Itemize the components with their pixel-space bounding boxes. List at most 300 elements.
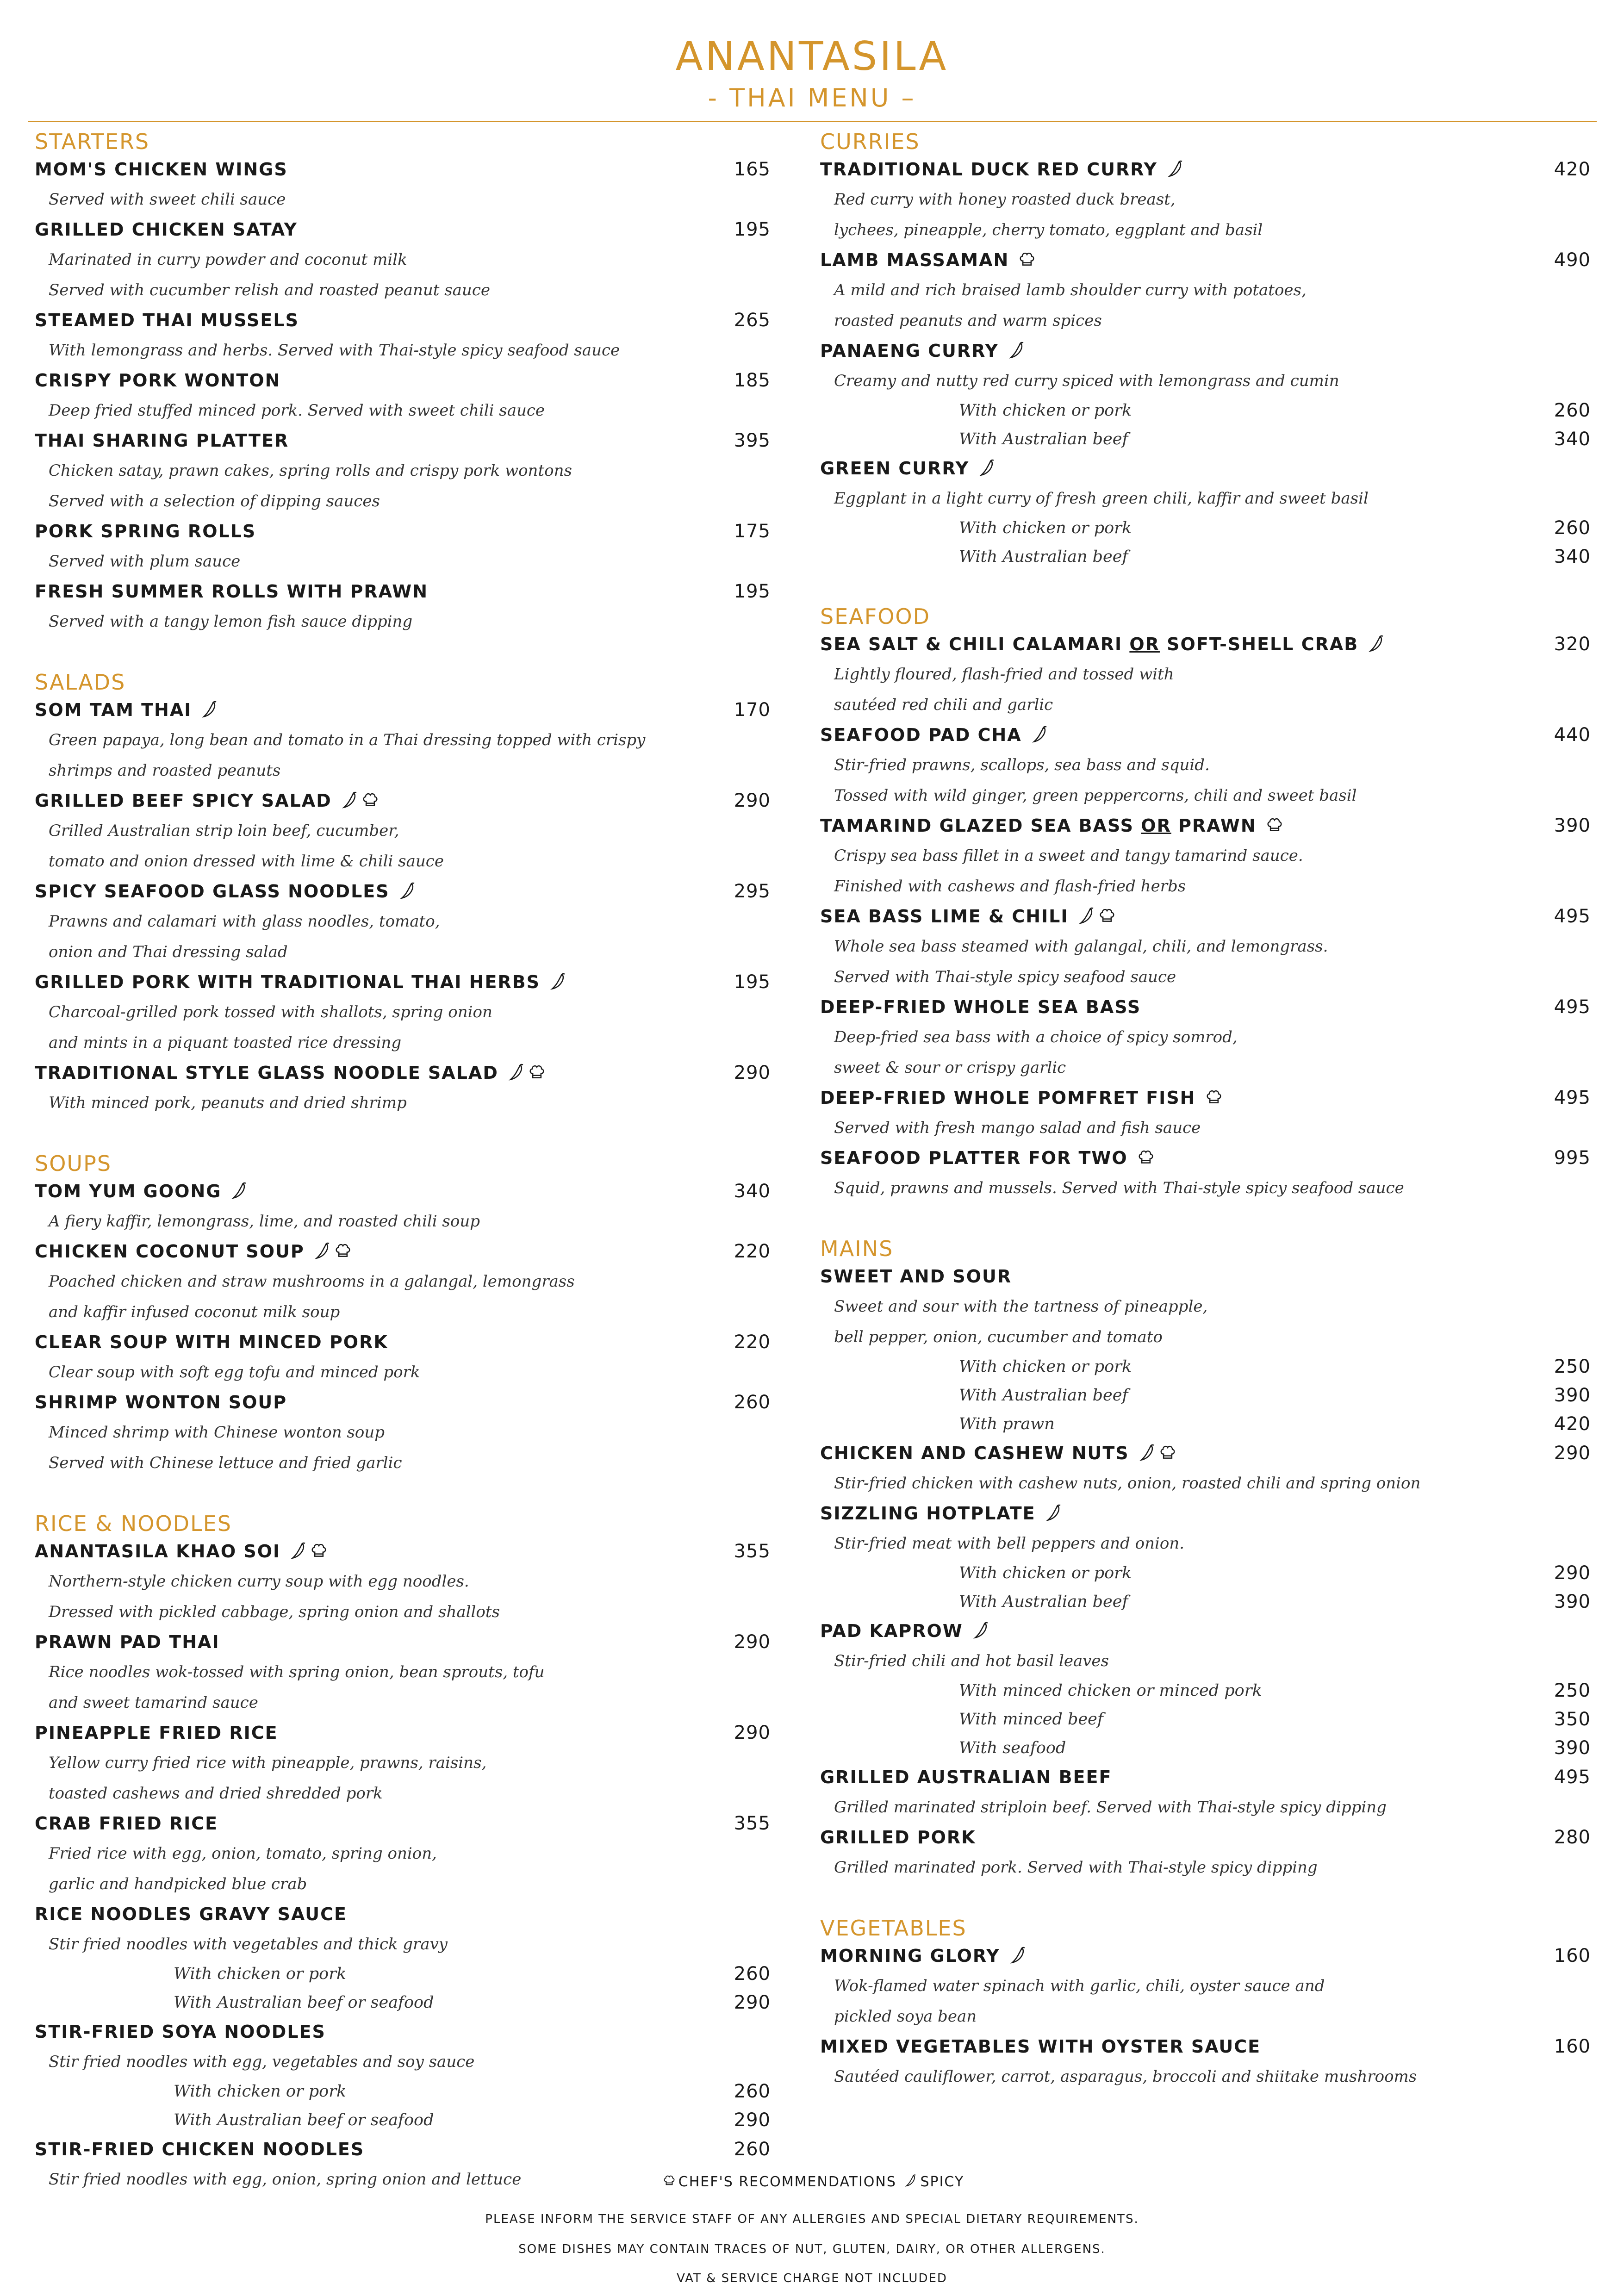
item-option [820,396,1591,425]
section-spacer [820,1883,1591,1915]
item-description: Served with sweet chili sauce [49,190,286,209]
item-description: Stir fried noodles with egg, onion, spring onion and lettuce [49,2170,522,2189]
menu-item [820,454,1591,483]
item-icons [287,1540,328,1565]
option-label: With minced chicken or minced pork [959,1681,1262,1700]
item-price: 995 [1554,1147,1591,1169]
option-price: 340 [1554,429,1591,450]
item-price: 170 [734,699,771,721]
item-option [820,1734,1591,1762]
item-name [35,789,379,815]
item-price: 390 [1554,815,1591,836]
menu-item [820,1616,1591,1646]
section-title: VEGETABLES [820,1916,967,1941]
item-description: Lightly floured, flash-fried and tossed with [834,665,1174,684]
chili-icon [399,881,417,905]
item-name-text: SEAFOOD PAD CHA [820,725,1022,745]
item-icons [1015,249,1036,274]
chili-icon [1078,906,1095,930]
item-option [820,1559,1591,1587]
section-title: SEAFOOD [820,604,931,629]
menu-item [820,1083,1591,1113]
menu-item [35,877,771,906]
chef-hat-icon [1266,815,1283,840]
item-description: Stir-fried meat with bell peppers and onion. [834,1534,1185,1553]
item-name-text: GREEN CURRY [820,458,970,479]
item-name-part: SOFT-SHELL CRAB [1159,634,1359,654]
item-option [820,1587,1591,1616]
item-option [35,1988,771,2017]
item-icons [228,1180,248,1205]
item-price: 165 [734,159,771,180]
option-price: 250 [1554,1680,1591,1701]
item-name [820,1441,1176,1467]
item-price: 290 [734,1722,771,1743]
menu-item [35,1327,771,1357]
item-name-text: PORK SPRING ROLLS [35,521,256,541]
item-description: Whole sea bass steamed with galangal, chili, and lemongrass. [834,937,1328,956]
item-name [35,1061,546,1087]
item-name [35,308,299,332]
option-price: 350 [1554,1709,1591,1730]
item-price: 195 [734,219,771,240]
item-description: Served with Thai-style spicy seafood sauce [834,968,1176,986]
item-description: Wok-flamed water spinach with garlic, chili, oyster sauce and [834,1977,1325,1995]
legend-chef-label: CHEF'S RECOMMENDATIONS [678,2174,896,2190]
option-price: 250 [1554,1356,1591,1377]
item-price: 420 [1554,159,1591,180]
allergen-traces-note: SOME DISHES MAY CONTAIN TRACES OF NUT, GLUTEN, DAIRY, OR OTHER ALLERGENS. [518,2242,1106,2256]
option-label: With minced beef [959,1710,1103,1729]
menu-item [35,967,771,997]
item-description: Served with cucumber relish and roasted peanut sauce [49,281,490,299]
item-price: 220 [734,1332,771,1353]
menu-item [820,1823,1591,1852]
option-price: 260 [734,2081,771,2102]
menu-item [820,1941,1591,1971]
chili-icon [290,1541,307,1565]
item-price: 290 [734,1631,771,1653]
item-price: 490 [1554,249,1591,271]
chef-hat-icon [334,1241,352,1265]
chef-hat-icon [663,2171,676,2194]
item-icons [1028,723,1049,749]
chili-icon [549,972,567,996]
chili-icon [1008,341,1026,365]
menu-item [35,516,771,546]
item-name [820,995,1141,1019]
item-name [820,814,1283,840]
item-price: 160 [1554,2036,1591,2057]
item-description: shrimps and roasted peanuts [49,761,281,780]
chili-icon [201,700,218,724]
item-description: Sautéed cauliflower, carrot, asparagus, broccoli and shiitake mushrooms [834,2067,1417,2086]
item-price: 495 [1554,996,1591,1018]
option-label: With prawn [959,1415,1055,1433]
item-name-text: SHRIMP WONTON SOUP [35,1392,287,1412]
chef-hat-icon [528,1063,546,1087]
item-description: Served with Chinese lettuce and fried garlic [49,1454,402,1472]
item-icons [1005,339,1026,365]
option-price: 260 [734,1963,771,1985]
item-name-text: CRISPY PORK WONTON [35,370,281,391]
chili-icon [341,790,359,815]
item-description: Stir fried noodles with vegetables and thick gravy [49,1935,448,1954]
option-label: With chicken or pork [959,1357,1132,1376]
item-price: 260 [734,1392,771,1413]
option-price: 390 [1554,1737,1591,1759]
item-name-part: TAMARIND GLAZED SEA BASS [820,815,1141,836]
item-name-text: STIR-FRIED SOYA NOODLES [35,2022,326,2042]
item-name [820,157,1184,183]
chef-hat-icon [1018,250,1036,274]
item-description: Fried rice with egg, onion, tomato, spring onion, [49,1844,437,1863]
item-description: Minced shrimp with Chinese wonton soup [49,1423,385,1442]
legend-spicy-label: SPICY [920,2174,964,2190]
option-label: With chicken or pork [959,1564,1132,1582]
item-price: 440 [1554,724,1591,746]
item-name [35,1179,248,1205]
item-name [820,248,1036,274]
menu-item [820,1499,1591,1528]
menu-item [35,786,771,815]
item-name-text: STIR-FRIED CHICKEN NOODLES [35,2139,365,2159]
item-name [820,1944,1027,1970]
section-spacer [35,637,771,669]
item-name-text: STEAMED THAI MUSSELS [35,310,299,330]
section-title: CURRIES [820,129,920,154]
item-name-text: SEAFOOD PLATTER FOR TWO [820,1148,1128,1168]
item-name [820,723,1049,749]
option-price: 290 [734,1992,771,2013]
item-icons [1042,1502,1063,1527]
menu-item [35,2017,771,2047]
option-label: With chicken or pork [959,401,1132,420]
item-name [35,2020,326,2044]
item-name [35,1811,218,1836]
chili-icon [314,1241,331,1265]
item-name-text: THAI SHARING PLATTER [35,430,289,451]
option-price: 390 [1554,1591,1591,1612]
menu-item [35,577,771,606]
section-title: STARTERS [35,129,150,154]
chef-hat-icon [361,790,379,815]
header-divider [28,121,1597,122]
item-name-text: LAMB MASSAMAN [820,250,1009,270]
item-description: Finished with cashews and flash-fried herbs [834,877,1186,896]
section-spacer [820,571,1591,604]
item-name [35,970,567,996]
item-name [820,1086,1223,1112]
item-icons [970,1619,990,1645]
chili-icon [1045,1503,1063,1527]
item-option [820,514,1591,542]
item-name-text: MOM'S CHICKEN WINGS [35,159,288,180]
item-option [820,1352,1591,1381]
item-icons [1007,1944,1027,1970]
item-price: 290 [734,1062,771,1083]
item-name-text: MORNING GLORY [820,1946,1000,1966]
item-name-text: SOM TAM THAI [35,700,192,720]
item-name-text: GRILLED PORK WITH TRADITIONAL THAI HERBS [35,972,540,992]
item-name-text: GRILLED BEEF SPICY SALAD [35,790,332,811]
item-icons [396,880,417,905]
item-name [35,218,298,242]
menu-item [35,1627,771,1657]
item-name [820,1765,1112,1789]
item-name-text: CHICKEN AND CASHEW NUTS [820,1443,1129,1463]
menu-item [35,366,771,395]
item-description: garlic and handpicked blue crab [49,1875,307,1893]
item-price: 195 [734,971,771,993]
item-price: 495 [1554,1767,1591,1788]
item-name-text: SWEET AND SOUR [820,1266,1012,1287]
menu-item [820,155,1591,184]
item-icons [1263,814,1283,840]
option-label: With seafood [959,1739,1066,1757]
section-spacer [820,1203,1591,1236]
item-description: and sweet tamarind sauce [49,1693,258,1712]
item-description: Squid, prawns and mussels. Served with Thai-style spicy seafood sauce [834,1179,1404,1197]
item-description: pickled soya bean [834,2007,977,2026]
option-label: With Australian beef or seafood [174,2111,434,2129]
item-description: A mild and rich braised lamb shoulder curry with potatoes, [834,281,1307,299]
item-description: Northern-style chicken curry soup with egg noodles. [49,1572,469,1591]
chili-icon [1031,725,1049,749]
chef-hat-icon [1137,1148,1155,1172]
menu-item [35,155,771,184]
item-option [820,1381,1591,1410]
item-option [820,542,1591,571]
item-name [35,1630,220,1654]
section-spacer [35,1478,771,1511]
item-name [35,579,428,604]
allergy-note: PLEASE INFORM THE SERVICE STAFF OF ANY ALLERGIES AND SPECIAL DIETARY REQUIREMENTS. [485,2212,1139,2226]
option-label: With Australian beef or seafood [174,1993,434,2012]
item-description: sautéed red chili and garlic [834,696,1053,714]
item-description: Red curry with honey roasted duck breast, [834,190,1176,209]
chili-icon [1139,1443,1156,1467]
item-icons [1134,1146,1155,1172]
option-label: With Australian beef [959,1386,1128,1405]
item-description: Served with a tangy lemon fish sauce dipping [49,612,413,631]
option-label: With Australian beef [959,430,1128,448]
item-option [35,1960,771,1988]
item-name [35,429,289,453]
menu-item [35,1058,771,1088]
item-name [35,1239,352,1265]
item-name [820,456,996,482]
menu-item [820,1262,1591,1291]
item-name-text: GRILLED PORK [820,1827,976,1848]
item-name [820,2035,1261,2059]
restaurant-title: ANANTASILA [675,33,949,80]
item-description: Grilled Australian strip loin beef, cucumber, [49,821,399,840]
item-price: 280 [1554,1827,1591,1848]
item-name-text: PINEAPPLE FRIED RICE [35,1723,278,1743]
chili-icon [978,458,996,482]
icon-legend [0,2171,1624,2194]
item-price: 355 [734,1541,771,1562]
item-icons [505,1061,546,1087]
menu-item [820,1438,1591,1468]
chef-hat-icon [310,1541,328,1565]
item-description: A fiery kaffir, lemongrass, lime, and roasted chili soup [49,1212,480,1231]
item-name [35,2137,364,2161]
item-name [35,879,417,905]
item-price: 260 [734,2139,771,2160]
menu-item [35,695,771,725]
item-name [35,519,256,543]
item-description: Marinated in curry powder and coconut milk [49,250,407,269]
item-description: Charcoal-grilled pork tossed with shallots, spring onion [49,1003,492,1021]
section-title: SOUPS [35,1151,112,1176]
item-description: Grilled marinated pork. Served with Thai-style spicy dipping [834,1858,1318,1877]
item-name [35,368,280,392]
menu-item [35,1237,771,1266]
item-icons [311,1240,352,1265]
item-description: bell pepper, onion, cucumber and tomato [834,1328,1163,1346]
menu-item [820,629,1591,659]
chili-icon [904,2171,917,2194]
chili-icon [230,1181,248,1205]
item-description: Clear soup with soft egg tofu and minced pork [49,1363,420,1381]
item-name [820,339,1026,365]
item-name [820,904,1116,930]
item-description: Crispy sea bass fillet in a sweet and tangy tamarind sauce. [834,846,1303,865]
menu-column-left [35,129,771,2195]
item-icons [1164,158,1184,183]
menu-item [35,426,771,455]
item-price: 265 [734,310,771,331]
item-description: Poached chicken and straw mushrooms in a galangal, lemongrass [49,1272,575,1291]
item-icons [1136,1442,1176,1467]
item-name-text: TOM YUM GOONG [35,1181,222,1201]
chili-icon [1368,634,1385,658]
menu-column-right [820,129,1591,2092]
menu-item [35,305,771,335]
item-name-text: MIXED VEGETABLES WITH OYSTER SAUCE [820,2036,1261,2057]
item-option [820,425,1591,454]
option-price: 260 [1554,517,1591,539]
menu-item [820,902,1591,931]
item-price: 355 [734,1813,771,1834]
item-price: 160 [1554,1945,1591,1966]
item-icons [198,698,218,724]
menu-item [820,2032,1591,2061]
menu-item [35,1176,771,1206]
item-description: Chicken satay, prawn cakes, spring rolls and crispy pork wontons [49,461,572,480]
option-label: With chicken or pork [959,519,1132,537]
item-description: Served with plum sauce [49,552,241,571]
item-name-text: CLEAR SOUP WITH MINCED PORK [35,1332,388,1352]
option-label: With chicken or pork [174,1965,347,1983]
item-description: Creamy and nutty red curry spiced with lemongrass and cumin [834,372,1339,390]
menu-item [820,1762,1591,1792]
item-option [35,2106,771,2134]
item-description: Stir-fried prawns, scallops, sea bass and squid. [834,756,1210,774]
section-title: MAINS [820,1236,894,1261]
menu-item [820,336,1591,366]
item-name-text: PANAENG CURRY [820,341,999,361]
option-price: 340 [1554,546,1591,567]
item-description: tomato and onion dressed with lime & chili sauce [49,852,444,871]
item-description: toasted cashews and dried shredded pork [49,1784,383,1803]
item-name [820,1619,990,1645]
item-price: 495 [1554,1087,1591,1108]
item-name [820,1825,976,1849]
item-option [35,2077,771,2106]
item-description: sweet & sour or crispy garlic [834,1058,1066,1077]
item-icons [547,971,567,996]
item-name-text: SIZZLING HOTPLATE [820,1503,1036,1524]
item-icons [1075,905,1116,930]
item-description: and kaffir infused coconut milk soup [49,1303,340,1321]
item-name-text: PAD KAPROW [820,1621,963,1641]
item-icons [1365,633,1385,658]
item-description: Deep-fried sea bass with a choice of spicy somrod, [834,1028,1238,1046]
item-description: lychees, pineapple, cherry tomato, eggplant and basil [834,221,1263,239]
option-price: 290 [734,2109,771,2131]
item-name-text: SPICY SEAFOOD GLASS NOODLES [35,881,390,902]
chef-hat-icon [1205,1088,1223,1112]
item-name-part: SEA SALT & CHILI CALAMARI [820,634,1130,654]
menu-item [35,215,771,244]
item-name-part: OR [1129,634,1160,654]
item-description: Stir-fried chili and hot basil leaves [834,1652,1109,1670]
item-name [35,1390,287,1414]
section-title: RICE & NOODLES [35,1511,232,1536]
item-name [35,1539,328,1565]
item-description: Prawns and calamari with glass noodles, tomato, [49,912,440,931]
option-label: With Australian beef [959,548,1128,566]
item-price: 290 [1554,1443,1591,1464]
chef-hat-icon [1098,906,1116,930]
chili-icon [1167,159,1184,183]
item-description: Tossed with wild ginger, green peppercorns, chili and sweet basil [834,786,1357,805]
menu-item [35,1718,771,1748]
menu-item [820,1143,1591,1173]
item-name [820,1146,1155,1172]
item-description: Green papaya, long bean and tomato in a Thai dressing topped with crispy [49,731,646,749]
item-name [35,1330,388,1354]
chili-icon [508,1063,525,1087]
item-description: Stir fried noodles with egg, vegetables and soy sauce [49,2053,475,2071]
item-name [820,632,1385,658]
item-description: Yellow curry fried rice with pineapple, prawns, raisins, [49,1754,487,1772]
chili-icon [972,1621,990,1645]
option-price: 260 [1554,400,1591,421]
item-description: Stir-fried chicken with cashew nuts, onion, roasted chili and spring onion [834,1474,1421,1493]
item-option [820,1676,1591,1705]
option-label: With Australian beef [959,1593,1128,1611]
item-name [820,1501,1063,1527]
section-spacer [35,1118,771,1151]
menu-item [820,811,1591,840]
option-price: 420 [1554,1413,1591,1435]
item-name-text: CHICKEN COCONUT SOUP [35,1241,305,1262]
item-description: Grilled marinated striploin beef. Served with Thai-style spicy dipping [834,1798,1387,1817]
item-name [35,1721,278,1745]
item-description: Rice noodles wok-tossed with spring onion, bean sprouts, tofu [49,1663,545,1681]
item-name-text: DEEP-FRIED WHOLE SEA BASS [820,997,1141,1017]
item-price: 495 [1554,906,1591,927]
item-price: 195 [734,581,771,602]
item-description: Deep fried stuffed minced pork. Served with sweet chili sauce [49,401,545,420]
item-name-part: PRAWN [1171,815,1257,836]
item-price: 320 [1554,634,1591,655]
item-icons [338,789,379,815]
